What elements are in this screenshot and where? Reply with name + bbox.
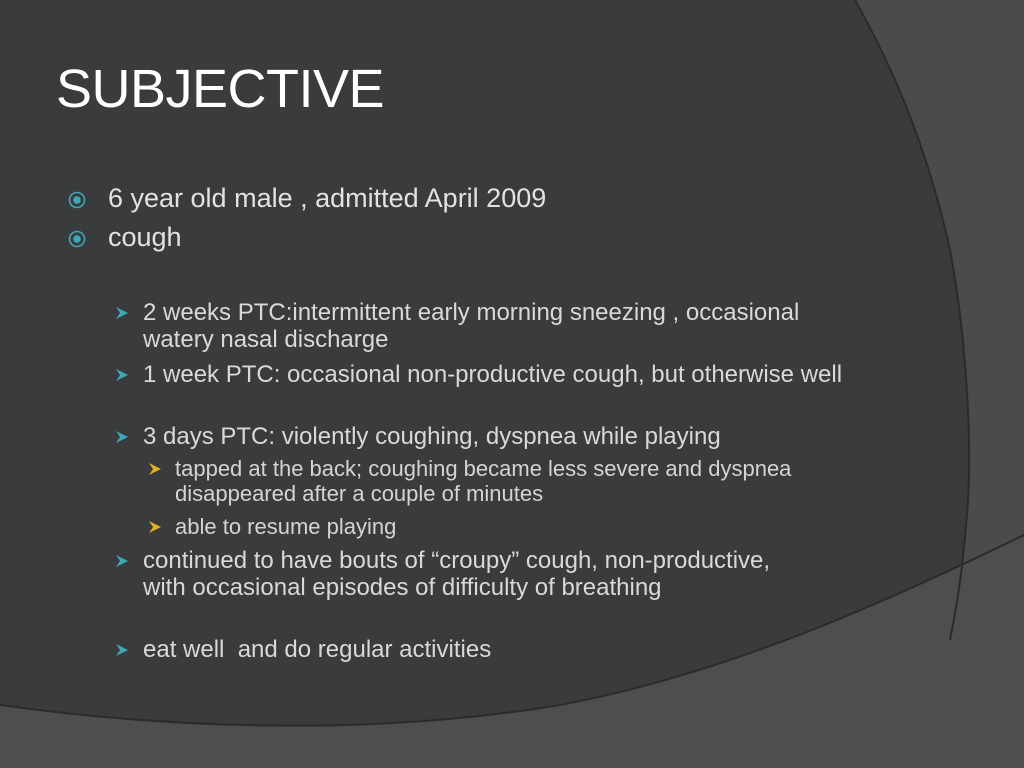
slide-title: SUBJECTIVE (56, 59, 385, 119)
sub-bullet-item: 3 days PTC: violently coughing, dyspnea while playing (143, 423, 721, 450)
bullet-item: 6 year old male , admitted April 2009 (108, 183, 547, 213)
sub-bullet-item: eat well and do regular activities (143, 636, 492, 663)
circle-bullet-icon (68, 230, 86, 248)
arrowhead-bullet-icon (114, 642, 130, 658)
arrowhead-bullet-icon (114, 305, 130, 321)
arrowhead-bullet-icon (147, 461, 163, 477)
sub-sub-bullet-item: tapped at the back; coughing became less severe and dyspnea disappeared after a couple of minutes (175, 456, 792, 506)
bullet-item: cough (108, 222, 182, 252)
sub-bullet-item: 2 weeks PTC:intermittent early morning sneezing , occasional watery nasal discharge (143, 299, 800, 353)
sub-sub-bullet-item: able to resume playing (175, 514, 397, 539)
arrowhead-bullet-icon (147, 519, 163, 535)
sub-bullet-item: continued to have bouts of “croupy” cough, non-productive, with occasional episodes of difficulty of breathing (143, 547, 771, 601)
arrowhead-bullet-icon (114, 367, 130, 383)
sub-bullet-item: 1 week PTC: occasional non-productive cough, but otherwise well (143, 361, 843, 388)
arrowhead-bullet-icon (114, 429, 130, 445)
arrowhead-bullet-icon (114, 553, 130, 569)
circle-bullet-icon (68, 191, 86, 209)
